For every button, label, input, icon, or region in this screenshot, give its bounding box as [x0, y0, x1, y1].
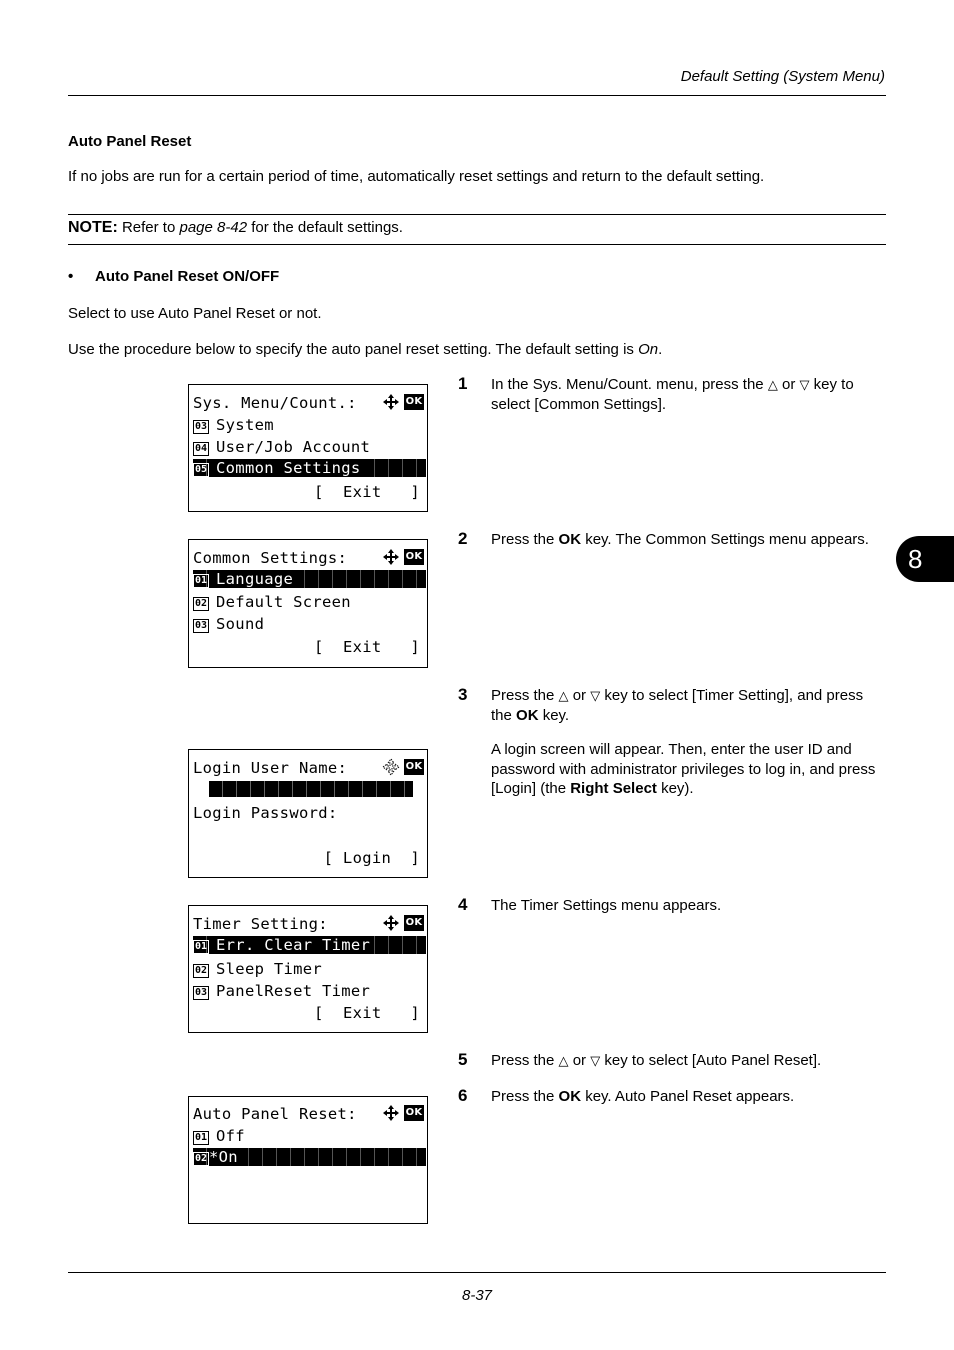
ok-icon: OK	[404, 1105, 424, 1121]
note-rule-top	[68, 214, 886, 215]
screen-icons	[382, 914, 424, 932]
bullet-dot: •	[68, 268, 74, 285]
page-number: 8-37	[461, 1287, 493, 1304]
footer-rule	[68, 1272, 886, 1273]
step-text	[491, 375, 887, 414]
step-number: 3	[458, 685, 468, 704]
paragraph-procedure	[68, 341, 662, 358]
down-key-icon: ▽	[590, 1053, 601, 1068]
step-text-part: Press the	[491, 1052, 559, 1069]
screen-icons	[382, 1104, 424, 1122]
step-text	[491, 1051, 887, 1071]
step-number: 5	[458, 1050, 468, 1069]
item-number: 05	[195, 464, 208, 475]
item-label: User/Job Account	[216, 438, 371, 456]
screen-common-settings	[188, 539, 428, 668]
login-user-name-input[interactable]	[209, 781, 413, 797]
menu-item[interactable]	[193, 960, 426, 978]
step-number: 2	[458, 529, 468, 548]
step-text	[491, 686, 887, 725]
four-way-arrow-icon	[382, 1104, 400, 1122]
ok-icon: OK	[404, 915, 424, 931]
header-title: Default Setting (System Menu)	[680, 68, 885, 85]
note-text: Refer to	[117, 219, 180, 236]
screen-icons	[382, 393, 424, 411]
screen-sys-menu	[188, 384, 428, 512]
screen-title: Timer Setting:	[193, 915, 328, 933]
step-text-part: key to select [Auto Panel Reset].	[600, 1052, 822, 1069]
item-number: 03	[195, 987, 208, 998]
screen-icons	[382, 548, 424, 566]
menu-item[interactable]	[193, 416, 426, 434]
note-label: NOTE:	[68, 219, 118, 236]
bullet-title: Auto Panel Reset ON/OFF	[95, 268, 280, 285]
item-label: Language	[216, 570, 294, 588]
ok-key-label: OK	[516, 706, 539, 724]
menu-item[interactable]	[193, 438, 426, 456]
screen-title: Login User Name:	[193, 759, 348, 777]
step-text-part: key to select [Timer Setting], and press the	[491, 687, 864, 724]
screen-icons	[382, 758, 424, 776]
menu-item[interactable]	[193, 593, 426, 611]
item-number: 01	[195, 1132, 208, 1143]
item-number: 03	[195, 620, 208, 631]
item-number: 04	[195, 443, 208, 454]
step-number: 4	[458, 895, 468, 914]
up-key-icon: △	[767, 377, 778, 392]
four-way-arrow-outline-icon	[382, 758, 400, 776]
ok-icon: OK	[404, 394, 424, 410]
login-password-label: Login Password:	[193, 804, 338, 822]
step-text-part: or	[568, 687, 591, 704]
step-text-part: or	[568, 1052, 591, 1069]
exit-softkey[interactable]: [ Exit ]	[314, 1004, 420, 1022]
four-way-arrow-icon	[382, 548, 400, 566]
item-label: Sleep Timer	[216, 960, 322, 978]
menu-item[interactable]	[193, 615, 426, 633]
item-number: 02	[195, 965, 208, 976]
screen-timer-setting	[188, 905, 428, 1033]
item-label: System	[216, 416, 274, 434]
step-number: 1	[458, 374, 468, 393]
exit-softkey[interactable]: [ Exit ]	[314, 483, 420, 501]
note-ref-link[interactable]: page 8-42	[179, 219, 248, 236]
screen-auto-panel-reset	[188, 1096, 428, 1224]
step-text-part: Press the	[491, 1088, 559, 1105]
item-number: 01	[195, 941, 208, 952]
menu-item-selected[interactable]	[193, 1148, 426, 1166]
ok-icon: OK	[404, 549, 424, 565]
four-way-arrow-icon	[382, 914, 400, 932]
step-text: The Timer Settings menu appears.	[491, 897, 722, 914]
ok-icon: OK	[404, 759, 424, 775]
step-text-part: or	[777, 376, 800, 393]
chapter-tab: 8	[896, 536, 954, 582]
step-text-part: key to select [Common Settings].	[491, 376, 854, 413]
menu-item-selected[interactable]	[193, 570, 426, 588]
bullet-heading	[68, 268, 279, 285]
paragraph-select: Select to use Auto Panel Reset or not.	[68, 305, 322, 322]
item-label: Off	[216, 1127, 245, 1145]
up-key-icon: △	[558, 688, 569, 703]
exit-softkey[interactable]: [ Exit ]	[314, 638, 420, 656]
step-text-part: key.	[538, 706, 570, 724]
screen-title: Sys. Menu/Count.:	[193, 394, 357, 412]
four-way-arrow-icon	[382, 393, 400, 411]
step-text-part: Press the	[491, 687, 559, 704]
down-key-icon: ▽	[799, 377, 810, 392]
item-label: Err. Clear Timer	[216, 936, 371, 954]
step-text-part: Press the	[491, 531, 559, 548]
item-number: 01	[195, 575, 208, 586]
step-number: 6	[458, 1086, 468, 1105]
login-softkey[interactable]: [ Login ]	[323, 849, 420, 867]
item-label: PanelReset Timer	[216, 982, 371, 1000]
item-number: 02	[195, 1153, 208, 1164]
ok-key-label: OK	[558, 531, 582, 548]
item-label: Default Screen	[216, 593, 351, 611]
screen-login	[188, 749, 428, 878]
intro-text: If no jobs are run for a certain period of time, automatically reset settings and return to the default setting.	[68, 168, 765, 185]
menu-item[interactable]	[193, 982, 426, 1000]
screen-title: Common Settings:	[193, 549, 348, 567]
step-text	[491, 530, 887, 550]
step-text-part: key).	[656, 780, 694, 797]
section-title: Auto Panel Reset	[68, 133, 192, 150]
item-label: *On	[209, 1148, 238, 1166]
step-text-part: key. The Common Settings menu appears.	[581, 531, 869, 548]
note	[68, 219, 403, 237]
item-number: 02	[195, 598, 208, 609]
step-text	[491, 1087, 887, 1107]
menu-item-selected[interactable]	[193, 936, 426, 954]
p2-default-value: On	[638, 341, 659, 358]
step-text-part: In the Sys. Menu/Count. menu, press the	[491, 376, 768, 393]
header-rule	[68, 95, 886, 96]
step-text-part: key. Auto Panel Reset appears.	[581, 1088, 795, 1105]
right-select-key-label: Right Select	[570, 780, 657, 797]
item-label: Common Settings	[216, 459, 361, 477]
up-key-icon: △	[558, 1053, 569, 1068]
screen-title: Auto Panel Reset:	[193, 1105, 357, 1123]
step-detail	[491, 740, 887, 799]
item-label: Sound	[216, 615, 265, 633]
menu-item[interactable]	[193, 1127, 426, 1145]
item-number: 03	[195, 421, 208, 432]
p2-end: .	[658, 341, 663, 358]
step-text-part: A login screen will appear. Then, enter the user ID and password with administrator privileges to log in, and press [Login] (the	[491, 741, 876, 797]
note-rule-bottom	[68, 244, 886, 245]
note-text-end: for the default settings.	[247, 219, 403, 236]
menu-item-selected[interactable]	[193, 459, 426, 477]
down-key-icon: ▽	[590, 688, 601, 703]
p2-text: Use the procedure below to specify the auto panel reset setting. The default setting is	[68, 341, 639, 358]
ok-key-label: OK	[558, 1088, 582, 1105]
